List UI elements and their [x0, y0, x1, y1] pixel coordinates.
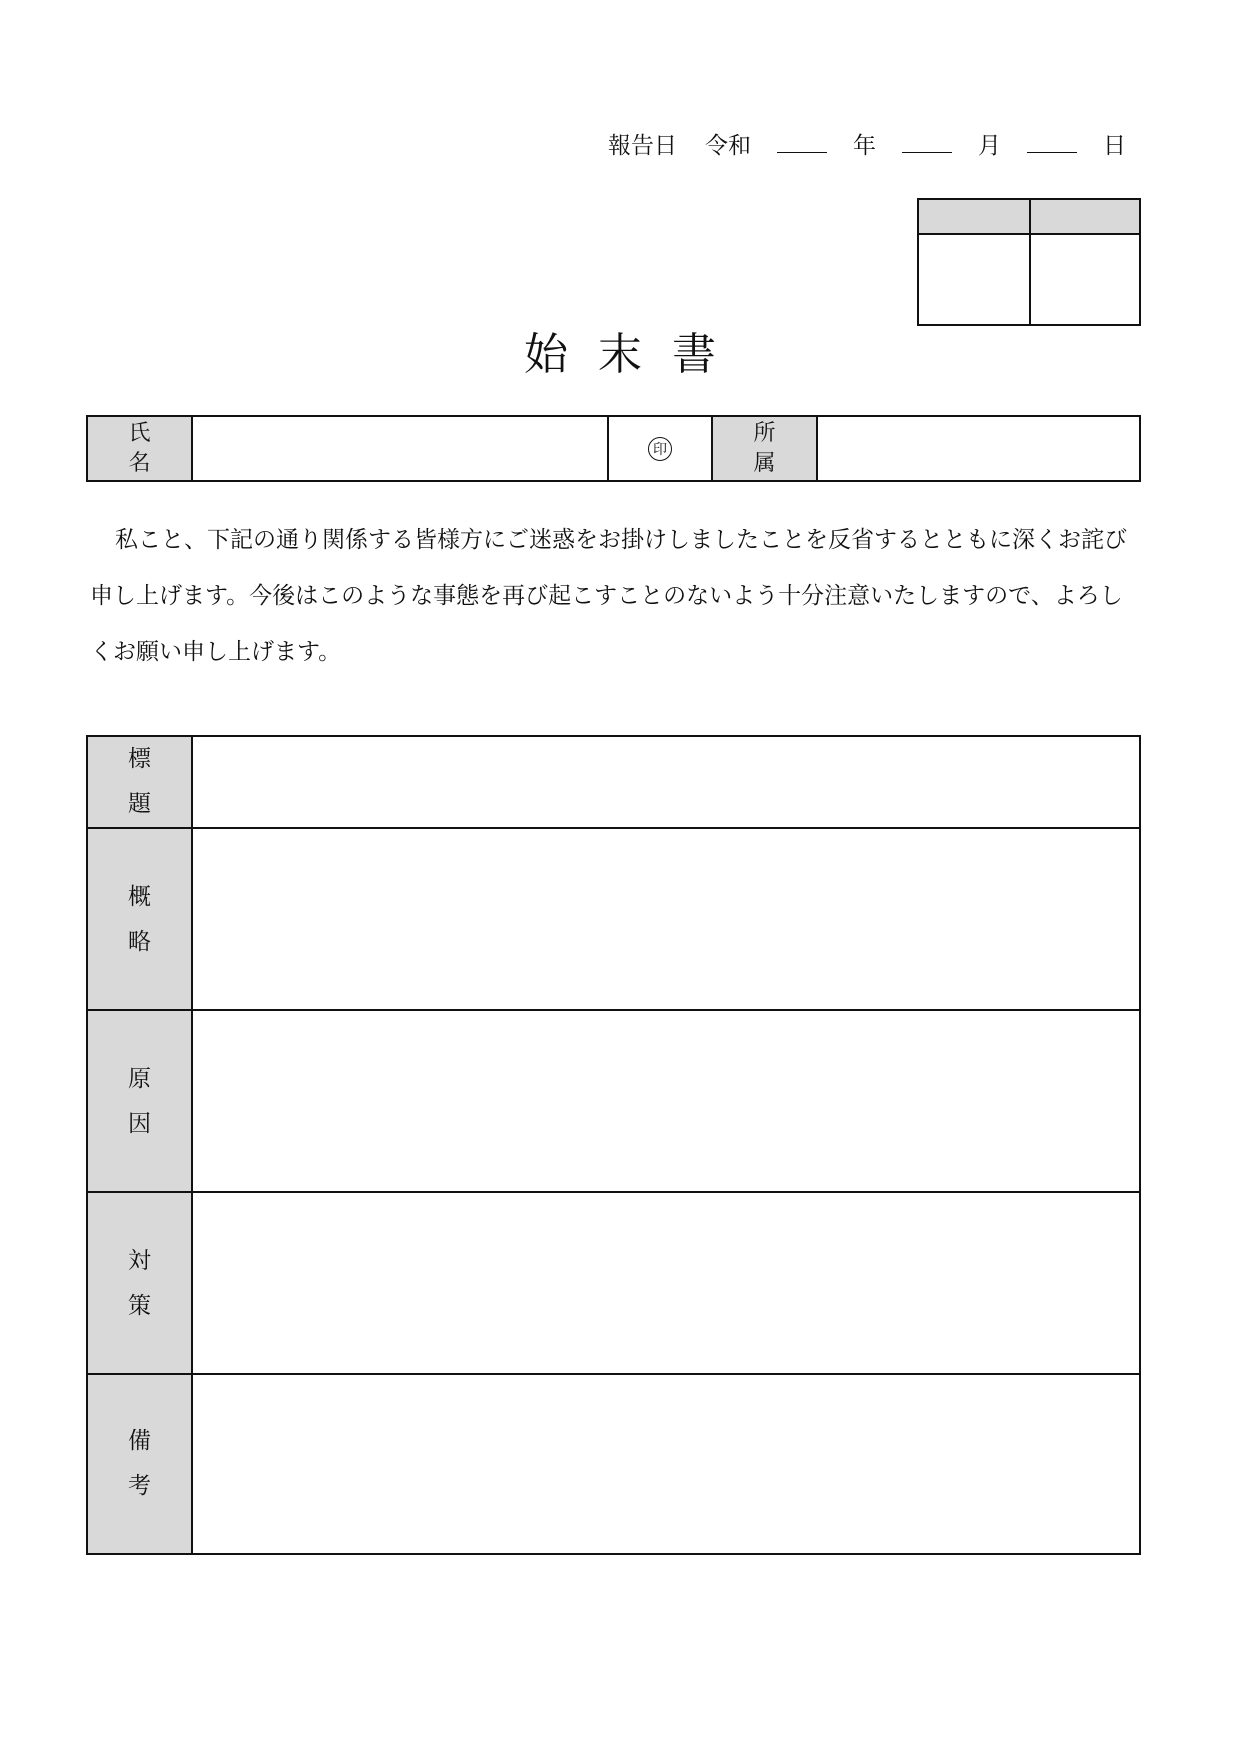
section-label-bottom: 考: [128, 1473, 151, 1499]
year-label: 年: [853, 132, 876, 159]
remarks-input[interactable]: [193, 1375, 1139, 1553]
seal-icon: 印: [648, 437, 672, 461]
section-row-cause: [88, 1009, 1139, 1193]
section-label-top: 対: [128, 1248, 151, 1274]
report-date-line: [608, 126, 1138, 160]
approval-cell-1[interactable]: [919, 233, 1029, 324]
cause-input[interactable]: [193, 1011, 1139, 1193]
section-label-cause: [88, 1011, 193, 1193]
name-affiliation-table: [86, 415, 1141, 482]
era-label: 令和: [705, 132, 751, 159]
name-label-bottom: 名: [128, 450, 151, 476]
report-date-label: 報告日: [608, 132, 677, 159]
summary-input[interactable]: [193, 829, 1139, 1011]
affiliation-label-cell: [713, 417, 818, 480]
affiliation-label-bottom: 属: [753, 450, 776, 476]
year-field[interactable]: [777, 134, 827, 153]
approval-divider: [1029, 200, 1031, 324]
section-label-bottom: 略: [128, 929, 151, 955]
section-label-bottom: 因: [128, 1111, 151, 1137]
section-label-top: 原: [128, 1066, 151, 1092]
section-label-top: 概: [128, 884, 151, 910]
section-label-bottom: 策: [128, 1293, 151, 1319]
section-label-summary: [88, 829, 193, 1011]
section-row-remarks: [88, 1373, 1139, 1553]
title-input[interactable]: [193, 737, 1139, 827]
section-row-summary: [88, 827, 1139, 1011]
month-field[interactable]: [902, 134, 952, 153]
affiliation-input[interactable]: [818, 417, 1139, 480]
month-label: 月: [978, 132, 1001, 159]
approval-cell-2[interactable]: [1031, 233, 1139, 324]
section-label-top: 備: [128, 1428, 151, 1454]
approval-header-1: [919, 200, 1029, 235]
report-sections-table: [86, 735, 1141, 1555]
page-title: 始末書: [524, 329, 746, 380]
section-label-remarks: [88, 1375, 193, 1553]
affiliation-label-top: 所: [753, 420, 776, 446]
seal-cell: [609, 417, 713, 480]
day-field[interactable]: [1027, 134, 1077, 153]
section-label-title: [88, 737, 193, 827]
approval-box: [917, 198, 1141, 326]
statement-text: 私こと、下記の通り関係する皆様方にご迷惑をお掛けしましたことを反省するとともに深くお詫び申し上げます。今後はこのような事態を再び起こすことのないよう十分注意いたしますので、よろしくお願い申し上げます。: [90, 527, 1127, 665]
day-label: 日: [1103, 132, 1126, 159]
section-row-countermeasure: [88, 1191, 1139, 1375]
section-label-countermeasure: [88, 1193, 193, 1375]
name-input[interactable]: [193, 417, 609, 480]
countermeasure-input[interactable]: [193, 1193, 1139, 1375]
approval-header-2: [1031, 200, 1139, 235]
name-label-cell: [88, 417, 193, 480]
section-row-title: [88, 737, 1139, 827]
section-label-bottom: 題: [128, 791, 151, 817]
section-label-top: 標: [128, 746, 151, 772]
name-label-top: 氏: [128, 420, 151, 446]
